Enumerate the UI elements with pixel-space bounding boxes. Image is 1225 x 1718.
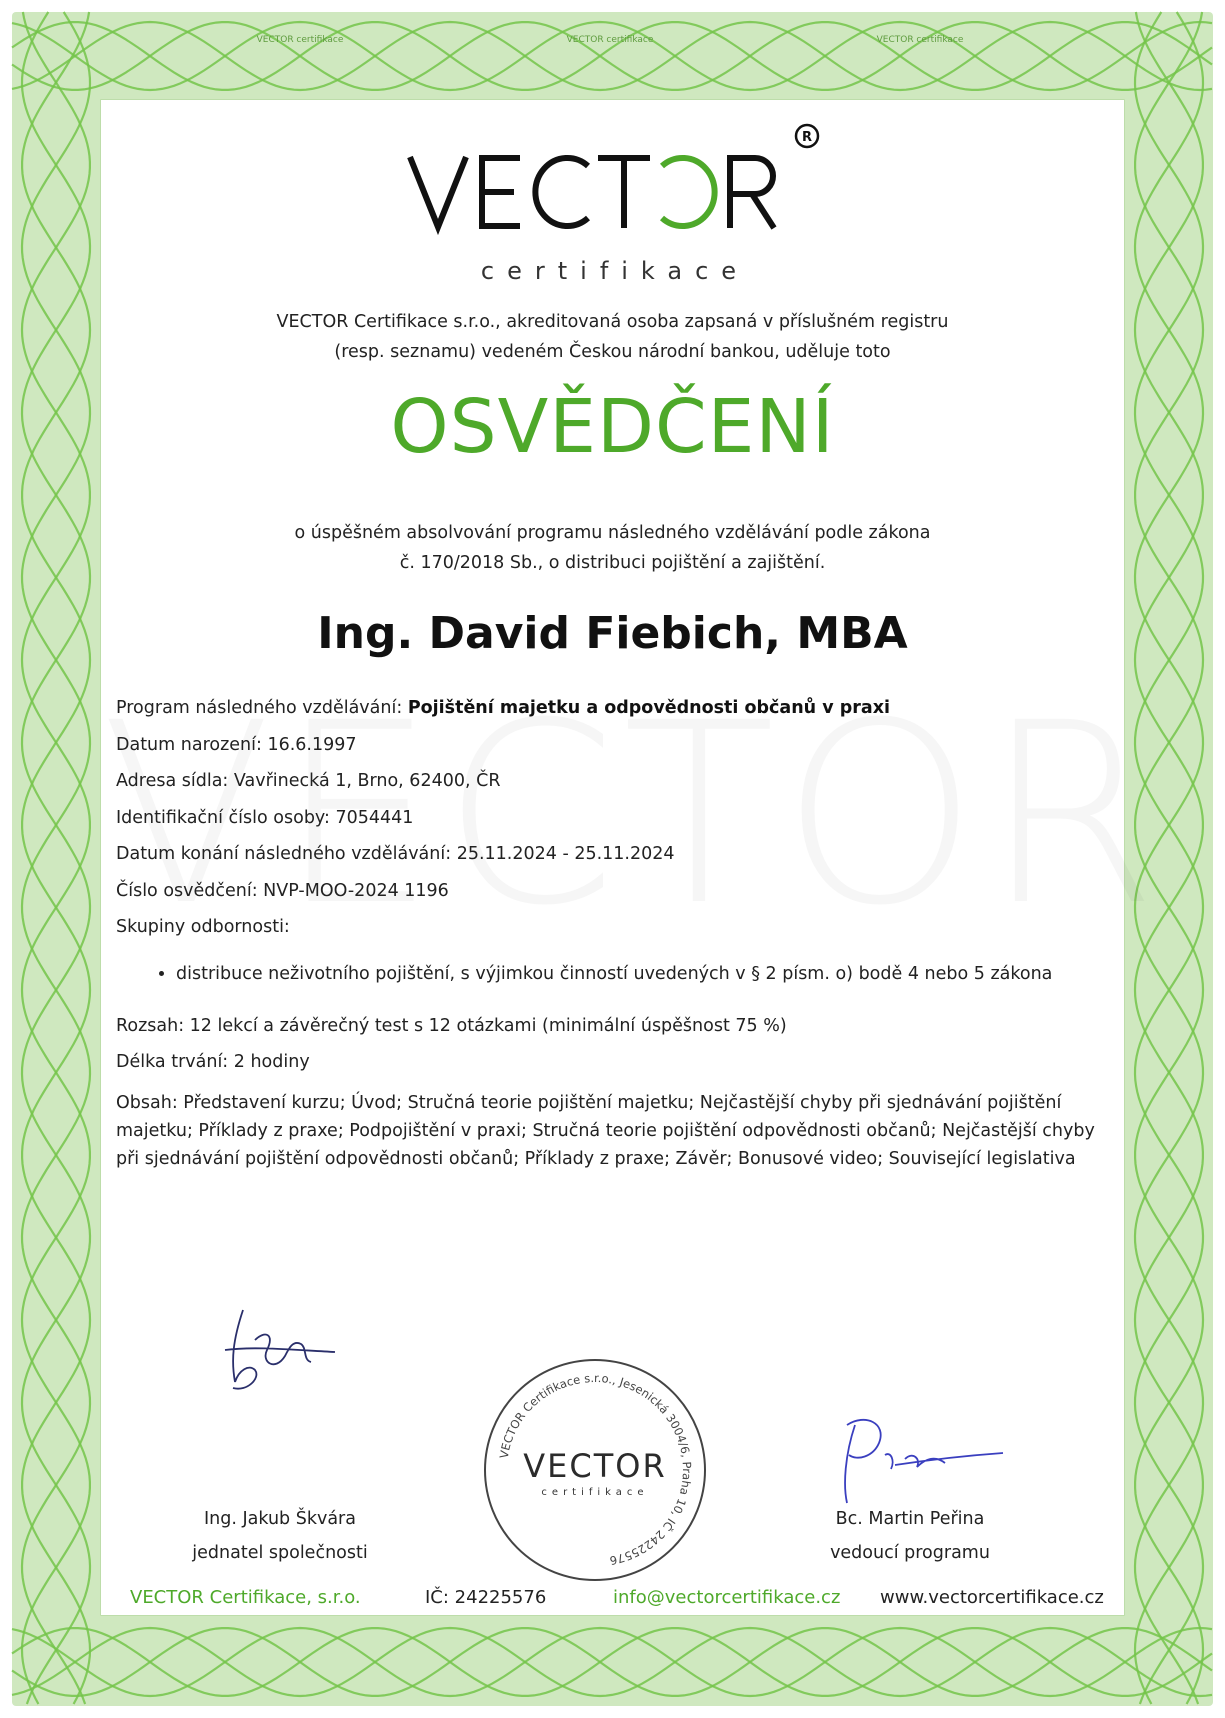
footer-web[interactable]: www.vectorcertifikace.cz [880, 1587, 1104, 1608]
intro-text [160, 307, 1065, 367]
logo-letter-reversed-c [662, 158, 715, 226]
signatory-left-role: jednatel společnosti [192, 1543, 368, 1563]
signature-left [215, 1300, 355, 1400]
footer-ic: IČ: 24225576 [425, 1587, 547, 1608]
groups-label: Skupiny odbornosti: [116, 917, 290, 937]
signature-right [835, 1415, 1005, 1510]
footer-email[interactable]: info@vectorcertifikace.cz [613, 1587, 841, 1608]
program-value: Pojištění majetku a odpovědnosti občanů v praxi [407, 698, 890, 718]
signatory-right-role: vedoucí programu [830, 1543, 990, 1563]
certificate-subtitle [160, 518, 1065, 578]
signatory-right [780, 1502, 1040, 1570]
certificate-details [116, 698, 1106, 1173]
logo-letter-e [482, 158, 520, 226]
company-stamp [480, 1355, 710, 1585]
frame-micro-text: VECTOR certifikace [876, 35, 964, 45]
training-date: Datum konání následného vzdělávání: 25.11.2024 - 25.11.2024 [116, 844, 675, 864]
intro-line-1: VECTOR Certifikace s.r.o., akreditovaná osoba zapsaná v příslušném registru [276, 312, 949, 332]
birth-date: Datum narození: 16.6.1997 [116, 734, 357, 755]
list-item: • distribuce neživotního pojištění, s výjimkou činností uvedených v § 2 písm. o) bodě 4 nebo 5 zákona [176, 964, 1106, 984]
logo-subline: certifikace [480, 257, 750, 285]
frame-micro-text: VECTOR certifikace [256, 35, 344, 45]
logo-letter-t [598, 158, 650, 228]
vector-logo [400, 122, 830, 287]
frame-micro-text: VECTOR certifikace [566, 35, 654, 45]
signatory-left [150, 1502, 410, 1570]
recipient-name: Ing. David Fiebich, MBA [317, 608, 908, 659]
address: Adresa sídla: Vavřinecká 1, Brno, 62400, ČR [116, 771, 501, 791]
duration: Délka trvání: 2 hodiny [116, 1052, 310, 1072]
logo-letter-r [730, 158, 774, 228]
program-row [116, 698, 1106, 735]
id-number: Identifikační číslo osoby: 7054441 [116, 807, 414, 828]
program-label: Program následného vzdělávání: [116, 698, 403, 718]
stamp-wordmark: VECTOR [523, 1447, 667, 1485]
logo-letter-c [535, 158, 588, 226]
footer-company: VECTOR Certifikace, s.r.o. [130, 1587, 361, 1608]
signatory-left-name: Ing. Jakub Škvára [204, 1509, 356, 1529]
groups-list [116, 964, 1106, 1016]
stamp-ring-text: VECTOR Certifikace s.r.o., Jesenická 3004/6, Praha 10, IČ 24225576 [496, 1370, 695, 1568]
certificate-number: Číslo osvědčení: NVP-MOO-2024 1196 [116, 880, 449, 901]
certificate-heading: OSVĚDČENÍ [390, 384, 835, 470]
svg-text:R: R [801, 130, 813, 145]
subtitle-line-2: č. 170/2018 Sb., o distribuci pojištění a zajištění. [399, 553, 826, 573]
signatory-right-name: Bc. Martin Peřina [835, 1509, 985, 1529]
intro-line-2: (resp. seznamu) vedeném Českou národní bankou, uděluje toto [334, 342, 891, 362]
subtitle-line-1: o úspěšném absolvování programu následného vzdělávání podle zákona [294, 523, 931, 543]
scope: Rozsah: 12 lekcí a závěrečný test s 12 otázkami (minimální úspěšnost 75 %) [116, 1015, 787, 1036]
logo-letter-v [410, 157, 466, 227]
course-content: Obsah: Představení kurzu; Úvod; Stručná teorie pojištění majetku; Nejčastější chyby při sjednávání pojištění majetku; Příklady z praxe; Podpojištění v praxi; Stručná teorie pojištění odpovědnosti občanů; Nejčastější chyby při sjednávání pojištění odpovědnosti občanů; Příklady z praxe; Závěr; Bonusové video; Související legislativa [116, 1092, 1095, 1169]
stamp-subline: certifikace [541, 1487, 649, 1498]
